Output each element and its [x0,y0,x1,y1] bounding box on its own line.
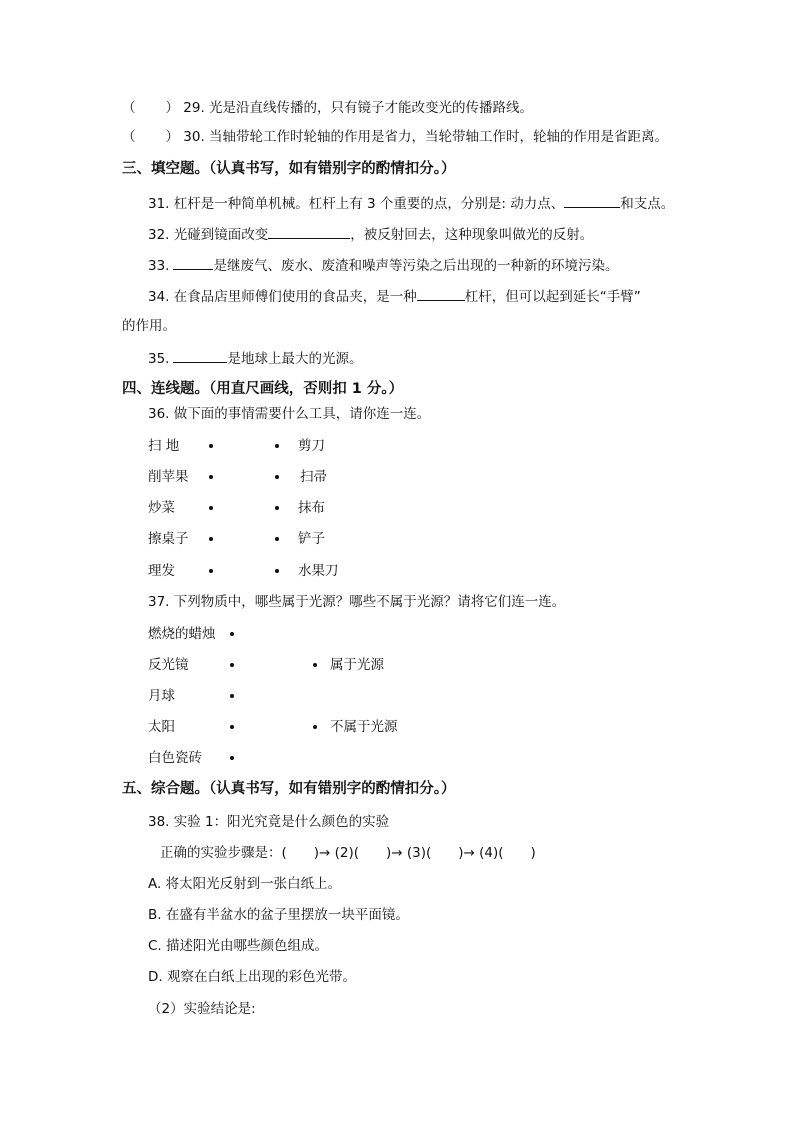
experiment-option-d: D. 观察在白纸上出现的彩色光带。 [148,969,356,985]
experiment-option-c: C. 描述阳光由哪些颜色组成。 [148,938,329,954]
question-34-continued: 的作用。 [122,318,176,334]
question-text: ，被反射回去，这种现象叫做光的反射。 [350,227,594,243]
match-left-item: 削苹果 [148,469,189,485]
section-heading-fill-blank: 三、填空题。（认真书写，如有错别字的酌情扣分。） [122,161,456,177]
match-dot-left[interactable] [209,569,213,573]
match-dot-right[interactable] [313,725,317,729]
match-dot-left[interactable] [230,725,234,729]
answer-blank[interactable] [173,255,213,270]
question-34 [148,286,641,306]
question-text: 31. 杠杆是一种简单机械。杠杆上有 3 个重要的点，分别是: 动力点、 [148,196,565,212]
question-text: 35. [148,351,170,367]
question-37-prompt: 37. 下列物质中，哪些属于光源？哪些不属于光源？请将它们连一连。 [148,594,566,610]
match-dot-left[interactable] [230,663,234,667]
answer-blank[interactable] [564,193,620,208]
question-31 [148,193,674,213]
match-dot-left[interactable] [209,444,213,448]
match-left-item: 月球 [148,688,175,704]
question-text: 32. 光碰到镜面改变 [148,227,269,243]
experiment-option-a: A. 将太阳光反射到一张白纸上。 [148,876,342,892]
answer-blank[interactable] [268,224,350,239]
answer-bracket-open[interactable]: （ [122,129,136,145]
match-right-item: 属于光源 [330,657,384,673]
match-dot-right[interactable] [275,537,279,541]
question-text: 是继废气、废水、废渣和噪声等污染之后出现的一种新的环境污染。 [213,258,619,274]
match-right-item: 铲子 [298,531,325,547]
experiment-option-b: B. 在盛有半盆水的盆子里摆放一块平面镜。 [148,907,409,923]
answer-bracket-open[interactable]: （ [122,100,136,116]
match-right-item: 抹布 [298,500,325,516]
match-left-item: 反光镜 [148,657,189,673]
match-left-item: 擦桌子 [148,531,189,547]
question-text: 30. 当轴带轮工作时轮轴的作用是省力，当轮带轴工作时，轮轴的作用是省距离。 [183,129,669,145]
match-dot-left[interactable] [209,506,213,510]
section-heading-comprehensive: 五、综合题。（认真书写，如有错别字的酌情扣分。） [122,781,456,797]
question-text: 29. 光是沿直线传播的，只有镜子才能改变光的传播路线。 [183,100,534,116]
experiment-steps-line[interactable]: 正确的实验步骤是：( )→ (2)( )→ (3)( )→ (4)( ) [160,845,536,861]
match-right-item: 剪刀 [298,438,325,454]
question-29 [122,99,533,117]
question-38-title: 38. 实验 1：阳光究竟是什么颜色的实验 [148,814,390,830]
question-33 [148,255,618,275]
match-left-item: 燃烧的蜡烛 [148,626,216,642]
match-dot-left[interactable] [209,537,213,541]
match-left-item: 理发 [148,563,175,579]
match-dot-right[interactable] [275,506,279,510]
match-left-item: 扫 地 [148,438,180,454]
match-dot-left[interactable] [230,694,234,698]
question-30 [122,128,668,146]
match-dot-right[interactable] [275,569,279,573]
match-dot-right[interactable] [313,663,317,667]
match-dot-right[interactable] [275,444,279,448]
question-32 [148,224,593,244]
match-right-item: 扫帚 [300,469,327,485]
match-dot-right[interactable] [275,475,279,479]
match-dot-left[interactable] [230,632,234,636]
match-left-item: 太阳 [148,719,175,735]
experiment-conclusion[interactable]: （2）实验结论是: [148,1001,256,1017]
answer-blank[interactable] [417,286,465,301]
question-text: 和支点。 [620,196,675,212]
match-right-item: 不属于光源 [330,719,398,735]
match-left-item: 白色瓷砖 [148,750,202,766]
match-right-item: 水果刀 [298,563,339,579]
question-text: 是地球上最大的光源。 [227,351,363,367]
match-dot-left[interactable] [230,756,234,760]
answer-bracket-close[interactable]: ） [165,129,179,145]
question-text: 杠杆，但可以起到延长“手臂” [464,289,641,305]
match-dot-left[interactable] [209,475,213,479]
question-text: 33. [148,258,170,274]
question-text: 34. 在食品店里师傅们使用的食品夹，是一种 [148,289,417,305]
section-heading-matching: 四、连线题。（用直尺画线，否则扣 1 分。） [122,381,404,397]
question-36-prompt: 36. 做下面的事情需要什么工具，请你连一连。 [148,406,431,422]
answer-blank[interactable] [173,348,227,363]
question-35 [148,348,362,368]
match-left-item: 炒菜 [148,500,175,516]
answer-bracket-close[interactable]: ） [165,100,179,116]
